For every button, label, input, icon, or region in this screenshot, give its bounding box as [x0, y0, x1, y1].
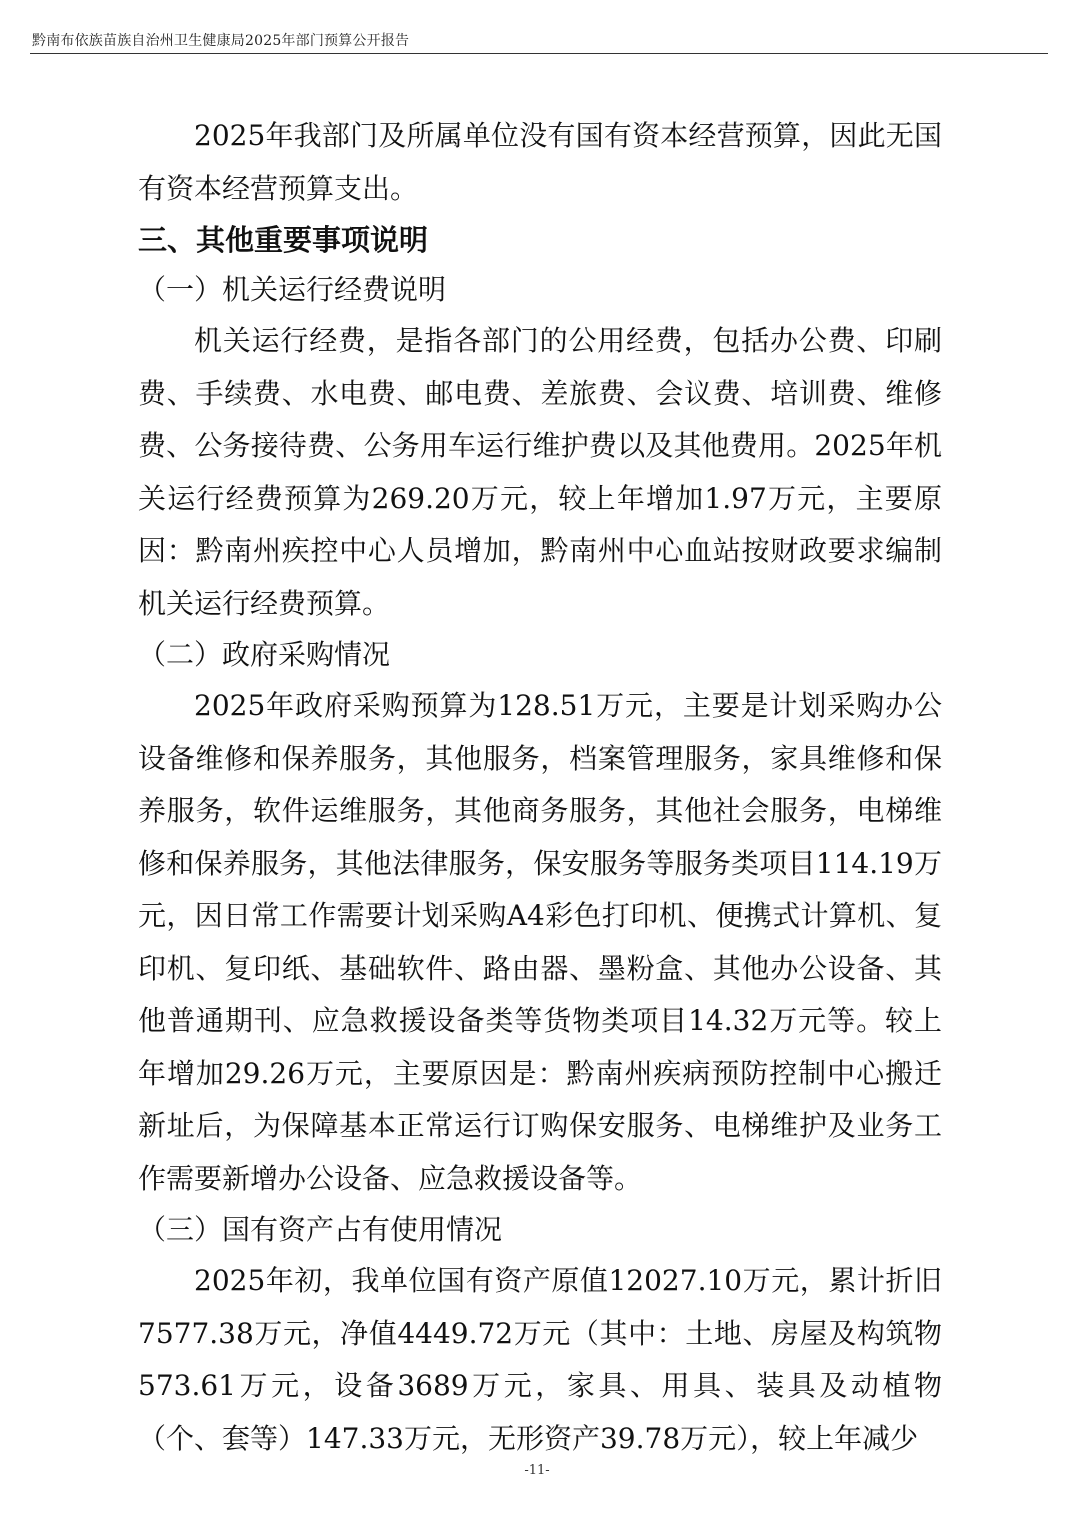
page-number: -11-: [524, 1463, 550, 1478]
paragraph-no-capital-budget: 2025年我部门及所属单位没有国有资本经营预算，因此无国有资本经营预算支出。: [138, 119, 942, 205]
header-divider: [30, 53, 1048, 54]
document-body: [138, 110, 942, 1465]
subheading-operating-funds: （一）机关运行经费说明: [138, 273, 447, 306]
paragraph-state-assets: 2025年初，我单位国有资产原值12027.10万元，累计折旧7577.38万元，净值4449.72万元（其中：土地、房屋及构筑物573.61万元，设备3689万元，家具、用具、装具及动植物（个、套等）147.33万元，无形资产39.78万元），较上年减少: [138, 1264, 942, 1455]
subheading-state-assets: （三）国有资产占有使用情况: [138, 1213, 503, 1246]
paragraph-government-procurement: 2025年政府采购预算为128.51万元，主要是计划采购办公设备维修和保养服务，其他服务，档案管理服务，家具维修和保养服务，软件运维服务，其他商务服务，其他社会服务，电梯维修和保养服务，其他法律服务，保安服务等服务类项目114.19万元，因日常工作需要计划采购A4彩色打印机、便携式计算机、复印机、复印纸、基础软件、路由器、墨粉盒、其他办公设备、其他普通期刊、应急救援设备类等货物类项目14.32万元等。较上年增加29.26万元，主要原因是：黔南州疾病预防控制中心搬迁新址后，为保障基本正常运行订购保安服务、电梯维护及业务工作需要新增办公设备、应急救援设备等。: [138, 689, 942, 1195]
subheading-government-procurement: （二）政府采购情况: [138, 638, 391, 671]
document-header: 黔南布依族苗族自治州卫生健康局2025年部门预算公开报告: [32, 33, 410, 49]
section-heading-other-matters: 三、其他重要事项说明: [138, 223, 429, 257]
paragraph-operating-funds: 机关运行经费，是指各部门的公用经费，包括办公费、印刷费、手续费、水电费、邮电费、差旅费、会议费、培训费、维修费、公务接待费、公务用车运行维护费以及其他费用。2025年机关运行经费预算为269.20万元，较上年增加1.97万元，主要原因：黔南州疾控中心人员增加，黔南州中心血站按财政要求编制机关运行经费预算。: [138, 324, 942, 620]
